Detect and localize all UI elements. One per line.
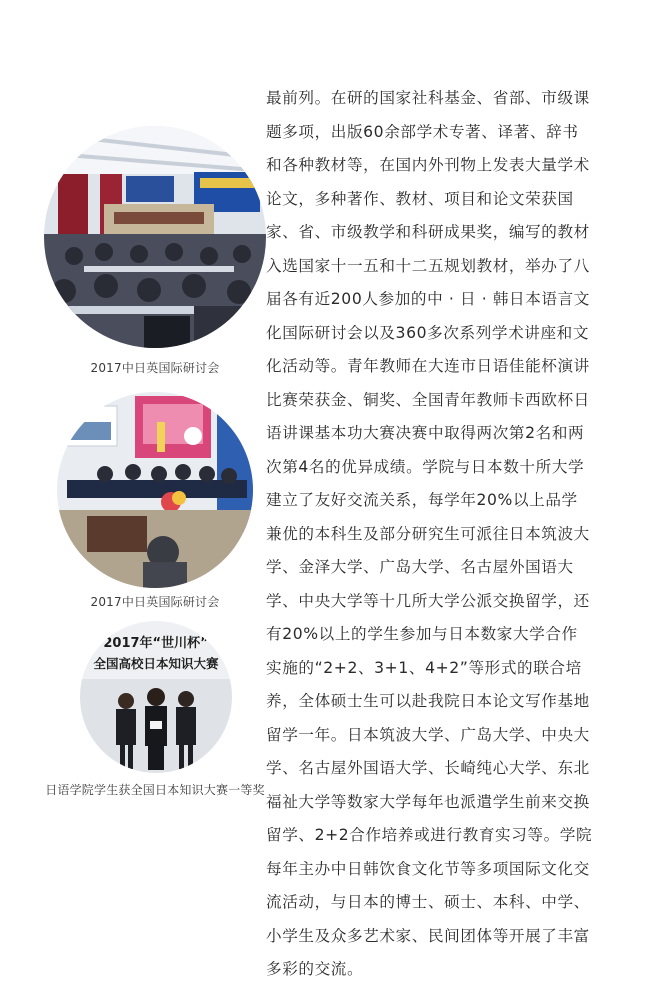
body-line: 入选国家十一五和十二五规划教材，举办了八 — [266, 256, 590, 275]
body-line: 流活动，与日本的博士、硕士、本科、中学、 — [266, 893, 590, 911]
body-line: 留学、2+2合作培养或进行教育实习等。学院 — [266, 826, 593, 844]
body-line: 学、金泽大学、广岛大学、名古屋外国语大 — [266, 558, 574, 576]
body-line: 养，全体硕士生可以赴我院日本论文写作基地 — [266, 692, 590, 710]
banner-line-1: 2017年“世川杯” — [103, 636, 209, 651]
photo-caption-1: 2017中日英国际研讨会 — [90, 361, 220, 375]
body-line: 和各种教材等，在国内外刊物上发表大量学术 — [266, 156, 590, 174]
body-line: 论文，多种著作、教材、项目和论文荣获国 — [266, 189, 574, 208]
banner-line-2: 全国高校日本知识大赛 — [93, 656, 219, 671]
body-line: 建立了友好交流关系，每学年20%以上品学 — [266, 491, 578, 509]
body-line: 语讲课基本功大赛决赛中取得两次第2名和两 — [266, 424, 585, 442]
body-line: 最前列。在研的国家社科基金、省部、市级课 — [266, 89, 590, 107]
body-line: 家、省、市级教学和科研成果奖，编写的教材 — [266, 223, 590, 241]
body-line: 学、名古屋外国语大学、长崎纯心大学、东北 — [266, 759, 590, 777]
body-text — [266, 82, 593, 987]
conference-hall-icon — [44, 126, 266, 348]
seminar-stage-photo — [57, 392, 253, 588]
body-line: 实施的“2+2、3+1、4+2”等形式的联合培 — [266, 658, 582, 677]
body-line: 兼优的本科生及部分研究生可派往日本筑波大 — [266, 524, 590, 543]
body-line: 福祉大学等数家大学每年也派遣学生前来交换 — [266, 792, 590, 811]
body-line: 每年主办中日韩饮食文化节等多项国际文化交 — [266, 859, 590, 878]
award-winners-photo — [80, 621, 232, 773]
body-line: 题多项，出版60余部学术专著、译著、辞书 — [266, 122, 579, 141]
body-line: 有20%以上的学生参加与日本数家大学合作 — [266, 625, 578, 643]
seminar-stage-icon — [57, 392, 253, 588]
body-line: 届各有近200人参加的中 · 日 · 韩日本语言文 — [266, 290, 591, 308]
award-winners-icon — [80, 621, 232, 773]
body-line: 次第4名的优异成绩。学院与日本数十所大学 — [266, 457, 585, 476]
body-line: 化活动等。青年教师在大连市日语佳能杯演讲 — [266, 357, 590, 375]
conference-hall-photo — [44, 126, 266, 348]
photo-caption-2: 2017中日英国际研讨会 — [90, 595, 220, 609]
photo-caption-3: 日语学院学生获全国日本知识大赛一等奖 — [45, 783, 265, 797]
body-line: 化国际研讨会以及360多次系列学术讲座和文 — [266, 323, 590, 342]
body-line: 比赛荣获金、铜奖、全国青年教师卡西欧杯日 — [266, 390, 590, 409]
body-line: 小学生及众多艺术家、民间团体等开展了丰富 — [266, 926, 590, 945]
body-line: 学、中央大学等十几所大学公派交换留学，还 — [266, 591, 590, 610]
body-line: 多彩的交流。 — [266, 960, 364, 978]
body-line: 留学一年。日本筑波大学、广岛大学、中央大 — [266, 725, 590, 744]
